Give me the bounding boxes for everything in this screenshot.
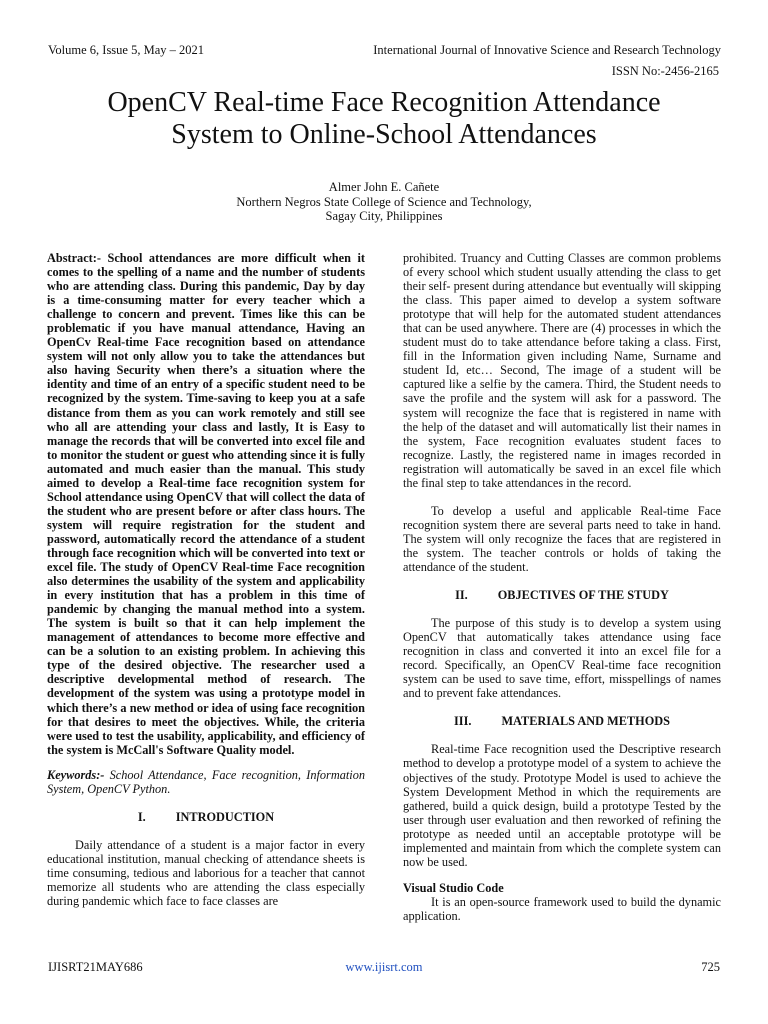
- paper-title: [40, 87, 728, 151]
- page-number: 725: [701, 960, 720, 974]
- section-title: INTRODUCTION: [175, 809, 275, 824]
- right-column: [403, 251, 721, 923]
- methods-paragraph: Real-time Face recognition used the Descriptive research method to develop a prototype model of a system to achieve the objectives of the study. Prototype Model is used to achieve the System Development Method in which the requirements are gathered, build a quick design, build a prototype Tested by the user through user evaluation and then reworked of refining the prototype as needed until an acceptable prototype will be implemented and maintain from which the complete system can now be used.: [403, 742, 721, 869]
- author-name: Almer John E. Cañete: [328, 180, 440, 194]
- paper-code: IJISRT21MAY686: [48, 960, 143, 974]
- title-line-2: System to Online-School Attendances: [171, 119, 597, 150]
- author-location: Sagay City, Philippines: [325, 209, 443, 223]
- volume-issue: Volume 6, Issue 5, May – 2021: [48, 43, 205, 57]
- visual-studio-code-paragraph: It is an open-source framework used to build the dynamic application.: [403, 894, 721, 923]
- author-block: [0, 180, 768, 224]
- journal-name: International Journal of Innovative Science and Research Technology: [373, 43, 721, 57]
- intro-continued-paragraph: prohibited. Truancy and Cutting Classes are common problems of every school which student usually attending the class to get their self- present during attendance but eventually will skipping the class. This paper aimed to develop a system software prototype that will help for the automated student attendances that can be used anywhere. There are (4) processes in which the student must do to take attendance before taking a class. First, fill in the Information given including Name, Surname and student Id, etc… Second, The image of a student will be captured like a selfie by the camera. Third, the Student needs to save the profile and the system will ask for a password. The system will recognize the face that is registered in name with the help of the dataset and will automatically list their names in the system, Face recognition evaluates student faces to recognize. Lastly, the registered name in images recorded in registration will automatically be saved in an excel file which the final step to take attendances in the record.: [403, 251, 721, 490]
- issn: ISSN No:-2456-2165: [611, 64, 719, 78]
- keywords: [47, 768, 365, 796]
- objectives-paragraph: The purpose of this study is to develop a system using OpenCV that automatically takes attendance using face recognition in class and converted it into an excel file for a record. Specifically, an OpenCV Real-time face recognition system can be used to save time, effort, misspellings of names and to prevent fake attendances.: [403, 616, 721, 701]
- section-heading-introduction: [47, 810, 365, 824]
- subheading-visual-studio-code: Visual Studio Code: [403, 880, 504, 895]
- section-title: MATERIALS AND METHODS: [501, 714, 670, 729]
- section-heading-objectives: [403, 588, 721, 602]
- intro-paragraph: Daily attendance of a student is a major factor in every educational institution, manual checking of attendance sheets is time consuming, tedious and laborious for a teacher that cannot memorize all students who are attending the class especially during pandemic which face to face classes are: [47, 837, 365, 909]
- section-heading-methods: [403, 714, 721, 728]
- author-affiliation: Northern Negros State College of Science and Technology,: [236, 194, 532, 209]
- left-column: [47, 251, 365, 908]
- abstract: Abstract:- School attendances are more difficult when it comes to the spelling of a name and the number of students who are attending class. During this pandemic, Day by day is a time-consuming matter for every teacher which a challenge to concern and prevent. Times like this can be problematic if you have manual attendance, Having an OpenCv Real-time Face recognition based on attendance system will not only allow you to take the attendances but also having Security when there’s a situation where the identity and time of an entry of a specific student need to be recognized by the system. Time-saving to keep you at a safe distance from them as you can work remotely and still see who all are attending your class and lastly, It is Easy to manage the records that will be converted into excel file and to monitor the student or guest who attending since it is fully automated and much easier than the manual. This study aimed to develop a Real-time face recognition system for School attendance using OpenCV that will collect the data of the student who are present before or after class hours. The system will require registration for the student and password, automatically record the attendance of a student through face recognition which will be converted into text or excel file. The study of OpenCV Real-time Face recognition also determines the usability of the system and applicability in every institution that has a problem in this time of pandemic by changing the manual method into a system. The system is built so that it can help implement the management of attendances to become more effective and can be a solution to an existing problem. In achieving this type of the desired objective. The researcher used a descriptive developmental method of research. The development of the system was using a prototype model in which there’s a new method or idea of using face recognition for that desires to meet the objectives. While, the criteria were used to test the usability, applicability, and efficiency of the system is McCall's Software Quality model.: [47, 251, 365, 757]
- keywords-label: Keywords:-: [47, 767, 105, 782]
- keywords-text: School Attendance, Face recognition, Information System, OpenCV Python.: [47, 767, 365, 796]
- journal-url-link[interactable]: www.ijisrt.com: [345, 960, 423, 974]
- section-title: OBJECTIVES OF THE STUDY: [497, 588, 669, 603]
- title-line-1: OpenCV Real-time Face Recognition Attendance: [107, 87, 661, 118]
- intro-paragraph-2: To develop a useful and applicable Real-time Face recognition system there are several parts need to take in hand. The system will only recognize the faces that are registered in the system. The teacher controls or holds of taking the attendance of the student.: [403, 503, 721, 574]
- section-number: III.: [454, 714, 472, 729]
- section-number: II.: [455, 588, 468, 603]
- section-number: I.: [137, 809, 146, 824]
